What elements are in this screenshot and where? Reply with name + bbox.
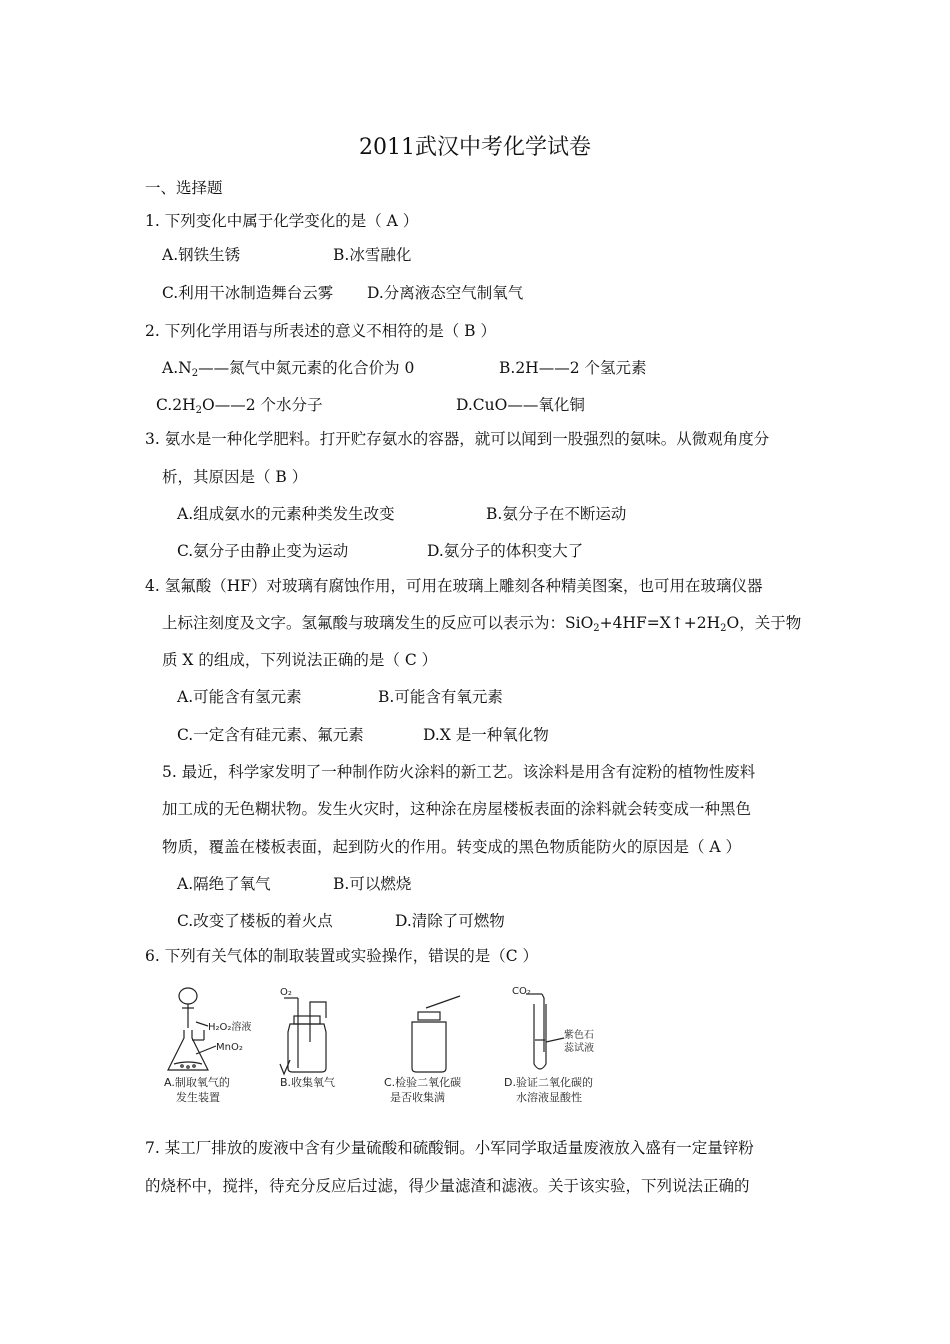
q2-option-d: D.CuO——氧化铜 bbox=[456, 396, 585, 414]
page-title: 2011武汉中考化学试卷 bbox=[359, 135, 591, 160]
q4-stem-line1: 4. 氢氟酸（HF）对玻璃有腐蚀作用，可用在玻璃上雕刻各种精美图案，也可用在玻璃仪器 bbox=[145, 577, 763, 595]
section-heading: 一、选择题 bbox=[145, 179, 223, 197]
q7-stem-line1: 7. 某工厂排放的废液中含有少量硫酸和硫酸铜。小军同学取适量废液放入盛有一定量锌粉 bbox=[145, 1139, 754, 1157]
q3-stem-line1: 3. 氨水是一种化学肥料。打开贮存氨水的容器，就可以闻到一股强烈的氨味。从微观角度分 bbox=[145, 430, 770, 448]
fig-d-gas-label: CO₂ bbox=[512, 986, 531, 997]
test-tube-apparatus-d bbox=[526, 994, 564, 1069]
q5-stem-line2: 加工成的无色糊状物。发生火灾时，这种涂在房屋楼板表面的涂料就会转变成一种黑色 bbox=[162, 800, 752, 818]
q4-option-c: C.一定含有硅元素、氟元素 bbox=[177, 726, 364, 744]
q5-option-d: D.清除了可燃物 bbox=[395, 912, 505, 930]
q7-stem-line2: 的烧杯中，搅拌，待充分反应后过滤，得少量滤渣和滤液。关于该实验，下列说法正确的 bbox=[145, 1177, 750, 1195]
fig-a-caption-line2: 发生装置 bbox=[176, 1091, 220, 1104]
q4-stem-line3: 质 X 的组成，下列说法正确的是（ C ） bbox=[162, 651, 438, 669]
q6-stem: 6. 下列有关气体的制取装置或实验操作，错误的是（C ） bbox=[145, 947, 539, 965]
fig-d-caption-line1: D.验证二氧化碳的 bbox=[504, 1076, 593, 1089]
q2-stem: 2. 下列化学用语与所表述的意义不相符的是（ B ） bbox=[145, 322, 496, 340]
q1-option-c: C.利用干冰制造舞台云雾 bbox=[162, 284, 334, 302]
q4-option-d: D.X 是一种氧化物 bbox=[423, 726, 549, 744]
q1-option-a: A.钢铁生锈 bbox=[162, 246, 241, 264]
q5-stem-line3: 物质，覆盖在楼板表面，起到防火的作用。转变成的黑色物质能防火的原因是（ A ） bbox=[162, 838, 742, 856]
q5-option-c: C.改变了楼板的着火点 bbox=[177, 912, 333, 930]
q5-stem-line1: 5. 最近，科学家发明了一种制作防火涂料的新工艺。该涂料是用含有淀粉的植物性废料 bbox=[162, 763, 756, 781]
fig-a-caption-line1: A.制取氧气的 bbox=[164, 1076, 230, 1089]
gas-bottle-apparatus-b bbox=[280, 998, 326, 1074]
q6-apparatus-figure bbox=[160, 982, 630, 1110]
q3-option-b: B.氨分子在不断运动 bbox=[486, 505, 627, 523]
h2o2-label: H₂O₂溶液 bbox=[208, 1022, 252, 1033]
q3-stem-line2: 析，其原因是（ B ） bbox=[162, 468, 308, 486]
q3-option-c: C.氨分子由静止变为运动 bbox=[177, 542, 349, 560]
q4-option-b: B.可能含有氧元素 bbox=[378, 688, 503, 706]
fig-d-litmus-label-line2: 蕊试液 bbox=[564, 1043, 594, 1054]
q5-option-b: B.可以燃烧 bbox=[333, 875, 412, 893]
q1-stem: 1. 下列变化中属于化学变化的是（ A ） bbox=[145, 212, 419, 230]
q2-option-a: $A.N_2——$氮气中氮元素的化合价为 0 bbox=[162, 359, 415, 379]
q1-option-d: D.分离液态空气制氧气 bbox=[367, 284, 524, 302]
fig-b-gas-label: O₂ bbox=[280, 987, 292, 998]
fig-d-caption-line2: 水溶液显酸性 bbox=[516, 1091, 582, 1104]
q4-option-a: A.可能含有氢元素 bbox=[177, 688, 302, 706]
q3-option-d: D.氨分子的体积变大了 bbox=[427, 542, 584, 560]
gas-jar-apparatus-c bbox=[412, 996, 460, 1072]
q3-option-a: A.组成氨水的元素种类发生改变 bbox=[177, 505, 395, 523]
q4-stem-line2: 上标注刻度及文字。氢氟酸与玻璃发生的反应可以表示为：$SiO_2+4HF=X↑+2H_2O$，关于物 bbox=[162, 614, 802, 634]
q2-option-c: $C.2H_2O——2$ 个水分子 bbox=[156, 396, 323, 416]
mno2-label: MnO₂ bbox=[216, 1042, 243, 1053]
q2-option-b: B.2H——2 个氢元素 bbox=[499, 359, 647, 377]
fig-c-caption-line2: 是否收集满 bbox=[390, 1091, 445, 1104]
fig-d-litmus-label-line1: 紫色石 bbox=[564, 1030, 594, 1041]
fig-c-caption-line1: C.检验二氧化碳 bbox=[384, 1076, 462, 1089]
q1-option-b: B.冰雪融化 bbox=[333, 246, 412, 264]
q5-option-a: A.隔绝了氧气 bbox=[177, 875, 271, 893]
fig-b-caption: B.收集氧气 bbox=[280, 1076, 336, 1089]
